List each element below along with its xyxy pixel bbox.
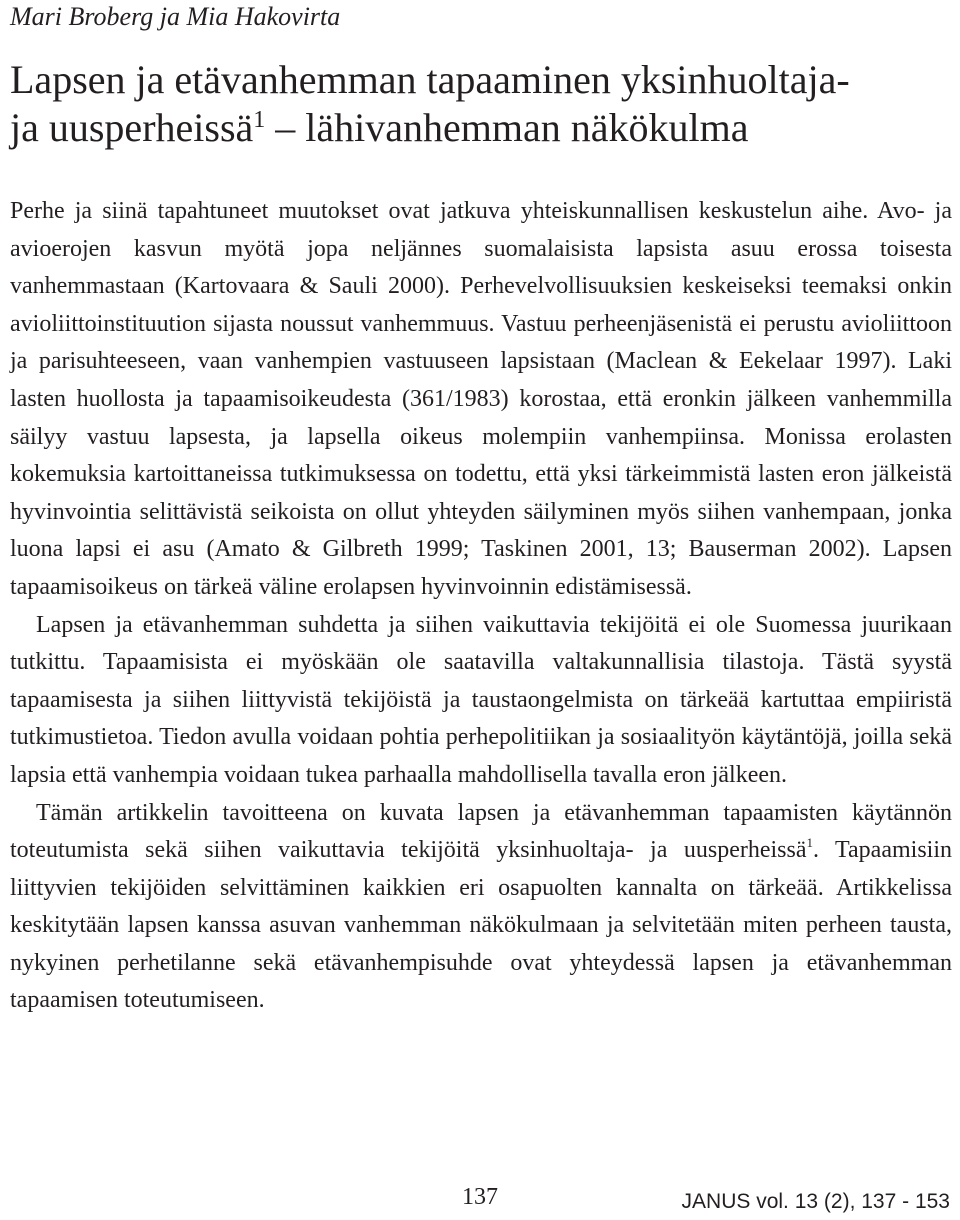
title-line-2-start: ja uusperheissä (10, 105, 254, 150)
title-footnote-mark: 1 (253, 107, 266, 133)
article-body (10, 193, 952, 1020)
article-authors: Mari Broberg ja Mia Hakovirta (10, 2, 341, 31)
paragraph-2: Lapsen ja etävanhemman suhdetta ja siihen vaikuttavia tekijöitä ei ole Suomessa juurikaan tutkittu. Tapaamisista ei myöskään ole saatavilla valtakunnallisia tilastoja. Tästä syystä tapaamisesta ja siihen liittyvistä tekijöistä ja taustaongelmista on tärkeää kartuttaa empiiristä tutkimustietoa. Tiedon avulla voidaan pohtia perhepolitiikan ja sosiaalityön käytäntöjä, joilla sekä lapsia että vanhempia voidaan tukea parhaalla mahdollisella tavalla eron jälkeen. (10, 611, 952, 788)
paragraph-3-footnote-mark: 1 (806, 835, 813, 851)
title-line-1: Lapsen ja etävanhemman tapaaminen yksinhuoltaja- (10, 57, 850, 102)
paragraph-3-text-end: . Tapaamisiin liittyvien tekijöiden selvittäminen kaikkien eri osapuolten kannalta on tärkeää. Artikkelissa keskitytään lapsen kanssa asuvan vanhemman näkökulmaan ja selvitetään miten perheen tausta, nykyinen perhetilanne sekä etävanhempisuhde ovat yhteydessä lapsen ja etävanhemman tapaamisen toteutumiseen. (10, 837, 952, 1014)
paragraph-1: Perhe ja siinä tapahtuneet muutokset ovat jatkuva yhteiskunnallisen keskustelun aihe. Avo- ja avioerojen kasvun myötä jopa neljännes suomalaisista lapsista asuu erossa toisesta vanhemmastaan (Kartovaara & Sauli 2000). Perhevelvollisuuksien keskeiseksi teemaksi onkin avioliittoinstituution sijasta noussut vanhemmuus. Vastuu perheenjäsenistä ei perustu avioliittoon ja parisuhteeseen, vaan vanhempien vastuuseen lapsistaan (Maclean & Eekelaar 1997). Laki lasten huollosta ja tapaamisoikeudesta (361/1983) korostaa, että eronkin jälkeen vanhemmilla säilyy vastuu lapsesta, ja lapsella oikeus molempiin vanhempiinsa. Monissa erolasten kokemuksia kartoittaneissa tutkimuksessa on todettu, että yksi tärkeimmistä lasten eron jälkeistä hyvinvointia selittävistä seikoista on ollut yhteyden säilyminen myös siihen vanhempaan, jonka luona lapsi ei asu (Amato & Gilbreth 1999; Taskinen 2001, 13; Bauserman 2002). Lapsen tapaamisoikeus on tärkeä väline erolapsen hyvinvoinnin edistämisessä. (10, 198, 952, 600)
journal-reference: JANUS vol. 13 (2), 137 - 153 (681, 1190, 950, 1213)
paragraph-3 (10, 795, 952, 1021)
paragraph-3-text-start: Tämän artikkelin tavoitteena on kuvata lapsen ja etävanhemman tapaamisten käytännön toteutumista sekä siihen vaikuttavia tekijöitä yksinhuoltaja- ja uusperheissä (10, 799, 952, 864)
page-number: 137 (462, 1184, 498, 1210)
title-line-2-end: – lähivanhemman näkökulma (265, 105, 749, 150)
article-title (10, 56, 950, 152)
